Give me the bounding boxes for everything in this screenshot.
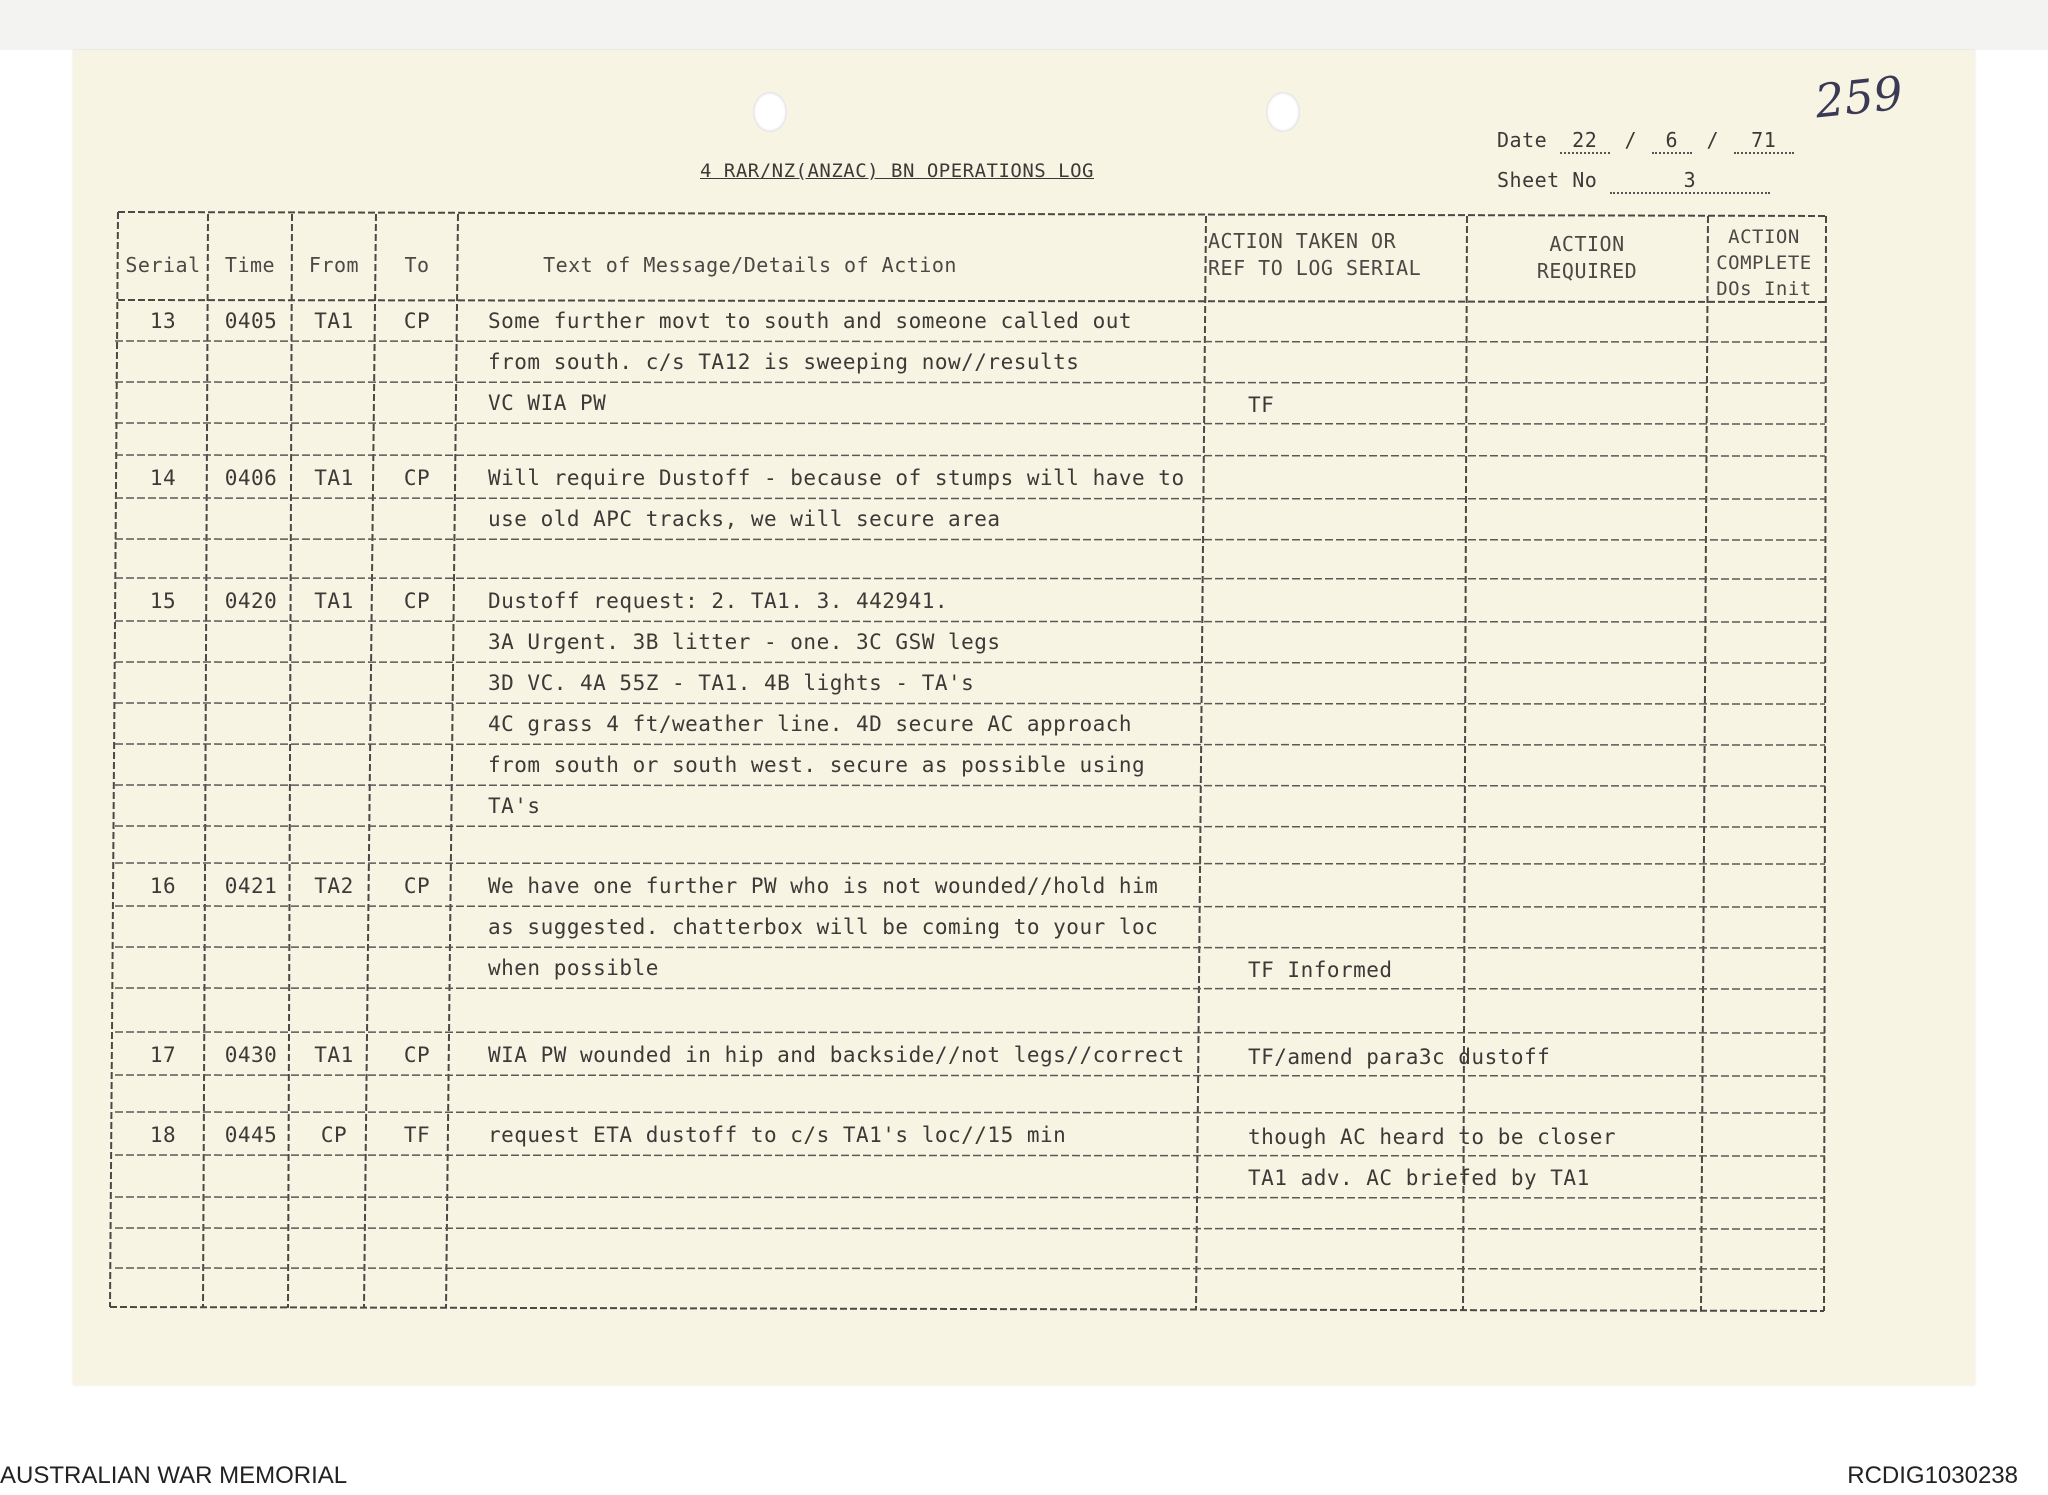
row-rule [115, 1032, 1825, 1033]
entry-action-taken: TF [1248, 393, 1275, 417]
entry-action-taken: TA1 adv. AC briefed by TA1 [1248, 1166, 1590, 1190]
col-line-right [1824, 216, 1826, 1311]
entry-message-line: We have one further PW who is not wounded//hold him [488, 874, 1159, 898]
entry-message-line: from south or south west. secure as possible using [488, 753, 1146, 777]
entry-from: TA2 [314, 874, 354, 898]
date-year: 71 [1734, 128, 1794, 154]
header-serial: Serial [125, 253, 201, 277]
row-rule [115, 423, 1825, 424]
row-rule [115, 988, 1825, 989]
entry-to: CP [403, 874, 431, 898]
footer-record-id: RCDIG1030238 [1847, 1462, 2018, 1489]
entry-to: CP [403, 309, 431, 333]
row-rule [115, 947, 1825, 948]
date-line: Date 22 / 6 / 71 [1497, 128, 1794, 154]
entry-serial: 17 [149, 1043, 177, 1067]
entry-message-line: from south. c/s TA12 is sweeping now//results [488, 350, 1080, 374]
entry-from: TA1 [314, 589, 354, 613]
entry-to: CP [403, 589, 431, 613]
entry-time: 0405 [224, 309, 278, 333]
row-rule [115, 578, 1825, 579]
entry-message-line: use old APC tracks, we will secure area [488, 507, 1001, 531]
entry-serial: 14 [149, 466, 177, 490]
table-top-rule [118, 212, 1826, 216]
entry-from: TA1 [314, 309, 354, 333]
entry-message-line: Dustoff request: 2. TA1. 3. 442941. [488, 589, 949, 613]
entry-time: 0420 [224, 589, 278, 613]
entry-serial: 18 [149, 1123, 177, 1147]
entry-from: CP [320, 1123, 348, 1147]
entry-time: 0445 [224, 1123, 278, 1147]
header-action-complete: ACTION COMPLETE DOs Init [1716, 226, 1812, 300]
row-rule [115, 1112, 1825, 1113]
entry-action-taken: though AC heard to be closer [1248, 1125, 1617, 1149]
date-month: 6 [1652, 128, 1692, 154]
date-label: Date [1497, 128, 1548, 152]
entry-from: TA1 [314, 466, 354, 490]
entry-to: TF [403, 1123, 431, 1147]
entry-serial: 13 [149, 309, 177, 333]
entry-message-line: 3D VC. 4A 55Z - TA1. 4B lights - TA's [488, 671, 975, 695]
entry-message-line: when possible [488, 956, 659, 980]
entry-message-line: 4C grass 4 ft/weather line. 4D secure AC approach [488, 712, 1133, 736]
row-rule [115, 621, 1825, 622]
sheet-label: Sheet No [1497, 168, 1598, 192]
sheet-number: 3 [1610, 168, 1770, 194]
entry-time: 0430 [224, 1043, 278, 1067]
entry-message-line: TA's [488, 794, 541, 818]
page-number: 259 [1812, 65, 1906, 129]
row-rule [115, 382, 1825, 383]
row-rule [115, 455, 1825, 456]
row-rule [115, 785, 1825, 786]
row-rule [115, 1268, 1825, 1269]
entry-action-taken: TF/amend para3c dustoff [1248, 1045, 1551, 1069]
row-rule [115, 539, 1825, 540]
row-rule [115, 1075, 1825, 1076]
row-rule [115, 863, 1825, 864]
document-title: 4 RAR/NZ(ANZAC) BN OPERATIONS LOG [700, 160, 1094, 182]
table-bottom-rule [110, 1307, 1824, 1311]
row-rule [115, 498, 1825, 499]
row-rule [115, 703, 1825, 704]
entry-message-line: as suggested. chatterbox will be coming to your loc [488, 915, 1159, 939]
row-rule [115, 744, 1825, 745]
entry-message-line: Will require Dustoff - because of stumps will have to [488, 466, 1185, 490]
header-action-taken: ACTION TAKEN OR REF TO LOG SERIAL [1208, 229, 1422, 280]
entry-serial: 15 [149, 589, 177, 613]
header-from: From [308, 253, 360, 277]
col-line-text [1196, 216, 1206, 1310]
entry-action-taken: TF Informed [1248, 958, 1393, 982]
footer-institution: AUSTRALIAN WAR MEMORIAL [0, 1462, 348, 1489]
entry-serial: 16 [149, 874, 177, 898]
header-text: Text of Message/Details of Action [543, 253, 957, 277]
header-to: To [404, 253, 430, 277]
row-rule [115, 1155, 1825, 1156]
entry-to: CP [403, 1043, 431, 1067]
entry-message-line: 3A Urgent. 3B litter - one. 3C GSW legs [488, 630, 1001, 654]
row-rule [115, 826, 1825, 827]
entry-message-line: Some further movt to south and someone called out [488, 309, 1133, 333]
row-rule [115, 906, 1825, 907]
entry-message-line: VC WIA PW [488, 391, 607, 415]
entry-from: TA1 [314, 1043, 354, 1067]
entry-to: CP [403, 466, 431, 490]
row-rule [115, 1228, 1825, 1229]
row-rule [115, 1197, 1825, 1198]
row-rule [115, 341, 1825, 342]
row-rule [115, 662, 1825, 663]
col-line-action-required [1701, 216, 1708, 1310]
entry-message-line: WIA PW wounded in hip and backside//not legs//correct [488, 1043, 1185, 1067]
col-line-left [110, 212, 118, 1307]
entry-message-line: request ETA dustoff to c/s TA1's loc//15 min [488, 1123, 1067, 1147]
date-day: 22 [1560, 128, 1610, 154]
header-time: Time [224, 253, 276, 277]
entry-time: 0406 [224, 466, 278, 490]
entry-time: 0421 [224, 874, 278, 898]
header-action-required: ACTION REQUIRED [1536, 232, 1638, 283]
